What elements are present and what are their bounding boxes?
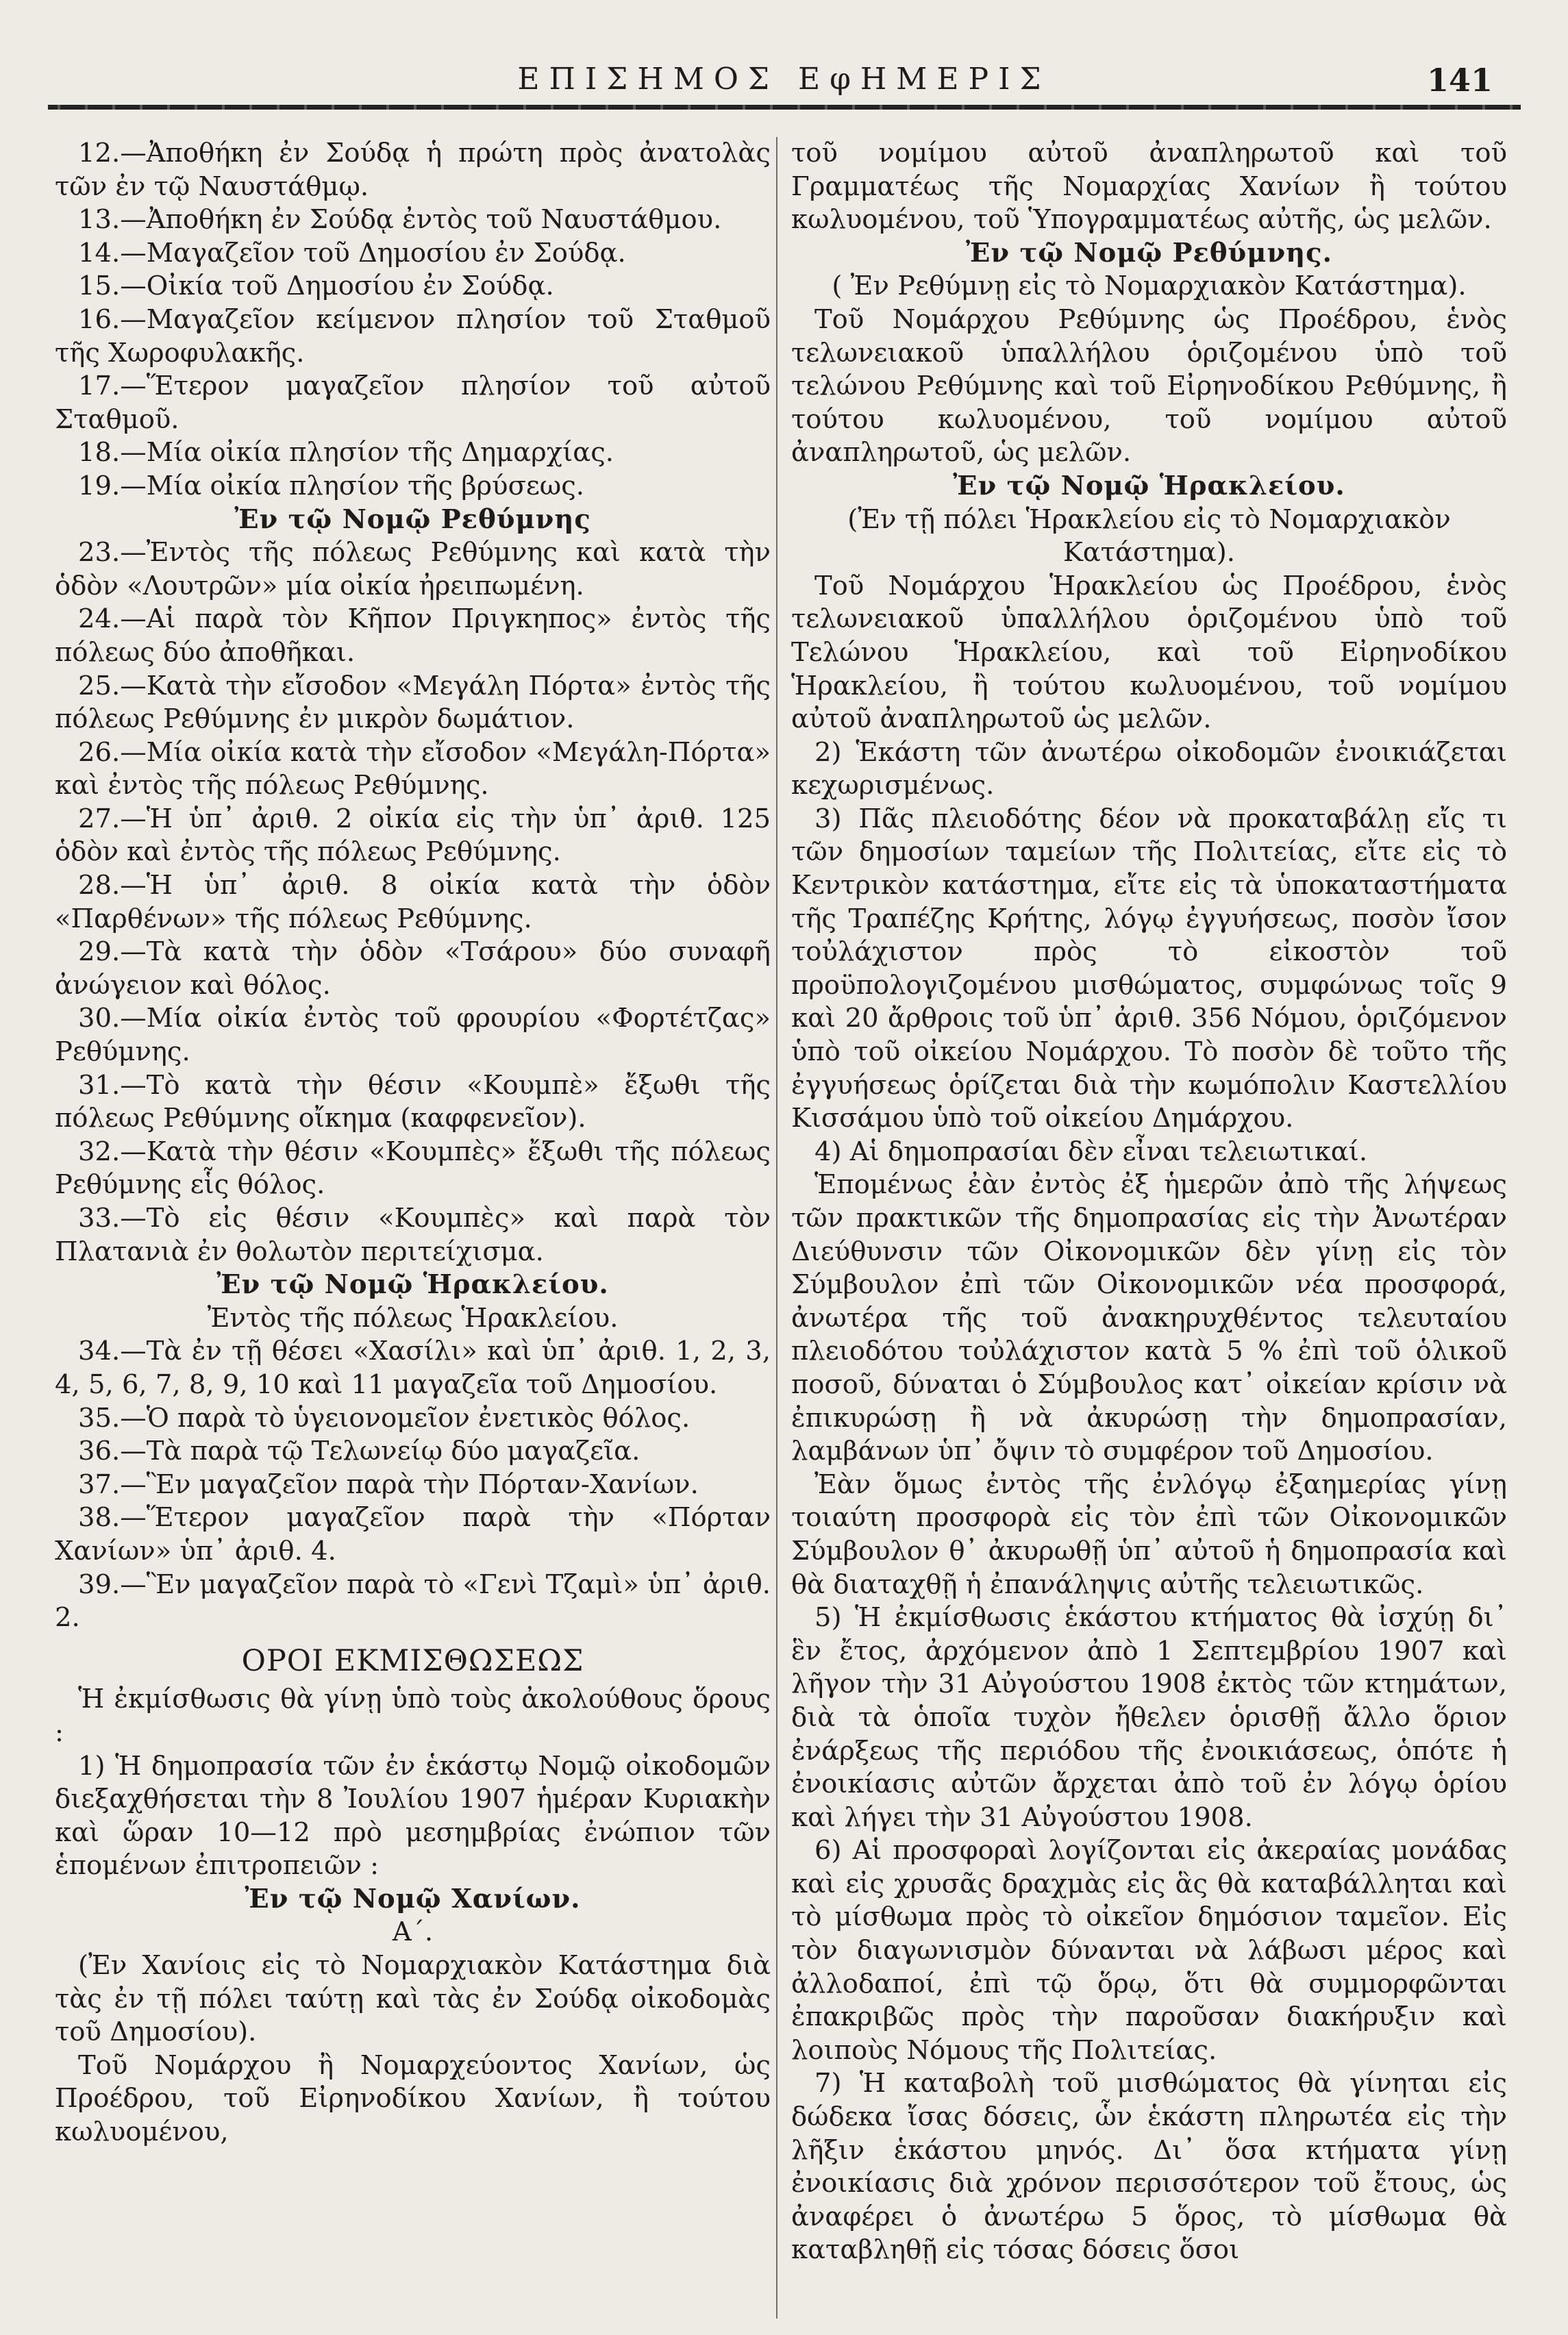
header-rule <box>48 105 1521 110</box>
paragraph: 18.—Μία οἰκία πλησίον τῆς Δημαρχίας. <box>78 437 614 469</box>
page-header <box>0 62 1568 123</box>
paragraph: 13.—Ἀποθήκη ἐν Σούδᾳ ἐντὸς τοῦ Ναυστάθμου. <box>78 204 722 236</box>
paragraph: 35.—Ὁ παρὰ τὸ ὑγειονομεῖον ἐνετικὸς θόλος. <box>78 1402 690 1434</box>
section-heading: Ἐν τῷ Νομῷ Ἡρακλείου. <box>953 470 1345 501</box>
paragraph: Ἐὰν ὅμως ἐντὸς τῆς ἐνλόγῳ ἐξαημερίας γίνῃ τοιαύτη προσφορὰ εἰς τὸν ἐπὶ τῶν Οἰκονομικῶν Σύμβουλον θ᾽ ἀκυρωθῇ ὑπ᾽ αὐτοῦ ἡ δημοπρασία καὶ θὰ διαταχθῇ ἡ ἐπανάληψις αὐτῆς τελειωτικῶς. <box>791 1469 1507 1600</box>
paragraph: (Ἐν Χανίοις εἰς τὸ Νομαρχιακὸν Κατάστημα διὰ τὰς ἐν τῇ πόλει ταύτῃ καὶ τὰς ἐν Σούδᾳ οἰκοδομὰς τοῦ Δημοσίου). <box>55 1950 771 2048</box>
paragraph: 19.—Μία οἰκία πλησίον τῆς βρύσεως. <box>78 470 585 501</box>
paragraph: 15.—Οἰκία τοῦ Δημοσίου ἐν Σούδᾳ. <box>78 271 554 302</box>
paragraph: 27.—Ἡ ὑπ᾽ ἀριθ. 2 οἰκία εἰς τὴν ὑπ᾽ ἀριθ. 125 ὁδὸν καὶ ἐντὸς τῆς πόλεως Ρεθύμνης. <box>55 803 771 868</box>
paragraph: 7) Ἡ καταβολὴ τοῦ μισθώματος θὰ γίνηται εἰς δώδεκα ἴσας δόσεις, ὧν ἑκάστη πληρωτέα εἰς τὴν λῆξιν ἑκάστου μηνός. Δι᾽ ὅσα κτήματα γίνῃ ἐνοικίασις διὰ χρόνον περισσότερον τοῦ ἔτους, ὡς ἀναφέρει ὁ ἀνωτέρω 5 ὅρος, τὸ μίσθωμα θὰ καταβληθῇ εἰς τόσας δόσεις ὅσοι <box>791 2068 1507 2266</box>
paragraph: 4) Αἱ δημοπρασίαι δὲν εἶναι τελειωτικαί. <box>814 1136 1368 1167</box>
paragraph: 39.—Ἓν μαγαζεῖον παρὰ τὸ «Γενὶ Τζαμὶ» ὑπ᾽ ἀριθ. 2. <box>55 1569 771 1634</box>
left-column <box>55 137 771 2319</box>
paragraph: 6) Αἱ προσφοραὶ λογίζονται εἰς ἀκεραίας μονάδας καὶ εἰς χρυσᾶς δραχμὰς εἰς ἃς θὰ καταβάλληται καὶ τὸ μίσθωμα πρὸς τὸ οἰκεῖον δημόσιον ταμεῖον. Εἰς τὸν διαγωνισμὸν δύνανται νὰ λάβωσι μέρος καὶ ἀλλοδαποί, ἐπὶ τῷ ὅρῳ, ὅτι θὰ συμμορφῶνται ἐπακριβῶς πρὸς τὴν παροῦσαν διακήρυξιν καὶ λοιποὺς Νόμους τῆς Πολιτείας. <box>791 1835 1507 2066</box>
paragraph: 37.—Ἓν μαγαζεῖον παρὰ τὴν Πόρταν-Χανίων. <box>78 1469 699 1500</box>
paragraph: 25.—Κατὰ τὴν εἴσοδον «Μεγάλη Πόρτα» ἐντὸς τῆς πόλεως Ρεθύμνης ἐν μικρὸν δωμάτιον. <box>55 670 771 735</box>
paragraph: 29.—Τὰ κατὰ τὴν ὁδὸν «Τσάρου» δύο συναφῆ ἀνώγειον καὶ θόλος. <box>55 936 771 1001</box>
paragraph: Τοῦ Νομάρχου ἢ Νομαρχεύοντος Χανίων, ὡς Προέδρου, τοῦ Εἰρηνοδίκου Χανίων, ἢ τούτου κωλυομένου, <box>55 2049 771 2148</box>
section-heading: Ἐν τῷ Νομῷ Χανίων. <box>245 1883 581 1914</box>
paragraph: Ἑπομένως ἐὰν ἐντὸς ἐξ ἡμερῶν ἀπὸ τῆς λήψεως τῶν πρακτικῶν τῆς δημοπρασίας εἰς τὴν Ἀνωτέραν Διεύθυνσιν τῶν Οἰκονομικῶν δὲν γίνῃ εἰς τὸν Σύμβουλον ἐπὶ τῶν Οἰκονομικῶν νέα προσφορά, ἀνωτέρα τῆς τοῦ ἀνακηρυχθέντος τελευταίου πλειοδότου τοὐλάχιστον κατὰ 5 % ἐπὶ τοῦ ὁλικοῦ ποσοῦ, δύναται ὁ Σύμβουλος κατ᾽ οἰκείαν κρίσιν νὰ ἐπικυρώσῃ ἢ νὰ ἀκυρώσῃ τὴν δημοπρασίαν, λαμβάνων ὑπ᾽ ὄψιν τὸ συμφέρον τοῦ Δημοσίου. <box>791 1169 1507 1467</box>
paragraph: 1) Ἡ δημοπρασία τῶν ἐν ἑκάστῳ Νομῷ οἰκοδομῶν διεξαχθήσεται τὴν 8 Ἰουλίου 1907 ἡμέραν Κυριακὴν καὶ ὥραν 10—12 πρὸ μεσημβρίας ἐνώπιον τῶν ἑπομένων ἐπιτροπειῶν : <box>55 1750 771 1882</box>
paragraph: 30.—Μία οἰκία ἐντὸς τοῦ φρουρίου «Φορτέτζας» Ρεθύμνης. <box>55 1003 771 1068</box>
column-divider <box>776 137 777 2319</box>
section-heading: Ἐν τῷ Νομῷ Ρεθύμνης <box>234 503 591 535</box>
paragraph: 2) Ἑκάστη τῶν ἀνωτέρω οἰκοδομῶν ἐνοικιάζεται κεχωρισμένως. <box>791 736 1507 801</box>
paragraph: 12.—Ἀποθήκη ἐν Σούδᾳ ἡ πρώτη πρὸς ἀνατολὰς τῶν ἐν τῷ Ναυστάθμῳ. <box>55 138 771 202</box>
paragraph: Τοῦ Νομάρχου Ἡρακλείου ὡς Προέδρου, ἑνὸς τελωνειακοῦ ὑπαλλήλου ὁριζομένου ὑπὸ τοῦ Τελώνου Ἡρακλείου, καὶ τοῦ Εἰρηνοδίκου Ἡρακλείου, ἢ τούτου κωλυομένου, τοῦ νομίμου αὐτοῦ ἀναπληρωτοῦ ὡς μελῶν. <box>791 570 1507 735</box>
paragraph: Ἡ ἐκμίσθωσις θὰ γίνῃ ὑπὸ τοὺς ἀκολούθους ὅρους : <box>55 1684 771 1748</box>
paragraph: 28.—Ἡ ὑπ᾽ ἀριθ. 8 οἰκία κατὰ τὴν ὁδὸν «Παρθένων» τῆς πόλεως Ρεθύμνης. <box>55 870 771 934</box>
section-heading: Ἐν τῷ Νομῷ Ρεθύμνης. <box>966 237 1332 269</box>
paragraph: ( Ἐν Ρεθύμνῃ εἰς τὸ Νομαρχιακὸν Κατάστημα). <box>832 271 1467 302</box>
paragraph: 23.—Ἐντὸς τῆς πόλεως Ρεθύμνης καὶ κατὰ τὴν ὁδὸν «Λουτρῶν» μία οἰκία ἠρειπωμένη. <box>55 537 771 601</box>
section-title: ΟΡΟΙ ΕΚΜΙΣΘΩΣΕΩΣ <box>241 1643 584 1678</box>
page-number: 141 <box>1426 62 1493 99</box>
paragraph: 24.—Αἱ παρὰ τὸν Κῆπον Πριγκηπος» ἐντὸς τῆς πόλεως δύο ἀποθῆκαι. <box>55 603 771 668</box>
paragraph: 38.—Ἕτερον μαγαζεῖον παρὰ τὴν «Πόρταν Χανίων» ὑπ᾽ ἀριθ. 4. <box>55 1502 771 1566</box>
paragraph: 5) Ἡ ἐκμίσθωσις ἑκάστου κτήματος θὰ ἰσχύῃ δι᾽ ἓν ἔτος, ἀρχόμενον ἀπὸ 1 Σεπτεμβρίου 1907 καὶ λῆγον τὴν 31 Αὐγούστου 1908 ἐκτὸς τῶν κτημάτων, διὰ τὰ ὁποῖα τυχὸν ἤθελεν ὁρισθῇ ἄλλο ὅριον ἐνάρξεως τῆς περιόδου τῆς ἐνοικιάσεως, ὁπότε ἡ ἐνοικίασις αὐτῶν ἄρχεται ἀπὸ τοῦ ἐν λόγῳ ὁρίου καὶ λήγει τὴν 31 Αὐγούστου 1908. <box>791 1602 1507 1833</box>
paragraph: 26.—Μία οἰκία κατὰ τὴν εἴσοδον «Μεγάλη-Πόρτα» καὶ ἐντὸς τῆς πόλεως Ρεθύμνης. <box>55 736 771 801</box>
paragraph: (Ἐν τῇ πόλει Ἡρακλείου εἰς τὸ Νομαρχιακὸν Κατάστημα). <box>847 503 1451 569</box>
paragraph: Ἐντὸς τῆς πόλεως Ἡρακλείου. <box>207 1302 619 1334</box>
paragraph: 33.—Τὸ εἰς θέσιν «Κουμπὲς» καὶ παρὰ τὸν Πλατανιὰ ἐν θολωτὸν περιτείχισμα. <box>55 1203 771 1267</box>
section-heading: Ἐν τῷ Νομῷ Ἡρακλείου. <box>216 1269 609 1301</box>
paragraph: 17.—Ἕτερον μαγαζεῖον πλησίον τοῦ αὐτοῦ Σταθμοῦ. <box>55 371 771 435</box>
paragraph: 14.—Μαγαζεῖον τοῦ Δημοσίου ἐν Σούδᾳ. <box>78 237 626 269</box>
paragraph: 31.—Τὸ κατὰ τὴν θέσιν «Κουμπὲ» ἔξωθι τῆς πόλεως Ρεθύμνης οἴκημα (καφφενεῖον). <box>55 1069 771 1134</box>
paragraph: 34.—Τὰ ἐν τῇ θέσει «Χασίλι» καὶ ὑπ᾽ ἀριθ. 1, 2, 3, 4, 5, 6, 7, 8, 9, 10 καὶ 11 μαγαζεῖα τοῦ Δημοσίου. <box>55 1336 771 1400</box>
paragraph: Τοῦ Νομάρχου Ρεθύμνης ὡς Προέδρου, ἑνὸς τελωνειακοῦ ὑπαλλήλου ὁριζομένου ὑπὸ τοῦ τελώνου Ρεθύμνης καὶ τοῦ Εἰρηνοδίκου Ρεθύμνης, ἢ τούτου κωλυομένου, τοῦ νομίμου αὐτοῦ ἀναπληρωτοῦ, ὡς μελῶν. <box>791 303 1507 469</box>
paragraph: τοῦ νομίμου αὐτοῦ ἀναπληρωτοῦ καὶ τοῦ Γραμματέως τῆς Νομαρχίας Χανίων ἢ τούτου κωλυομένου, τοῦ Ὑπογραμματέως αὐτῆς, ὡς μελῶν. <box>791 138 1507 236</box>
paragraph: 16.—Μαγαζεῖον κείμενον πλησίον τοῦ Σταθμοῦ τῆς Χωροφυλακῆς. <box>55 303 771 369</box>
paragraph: 3) Πᾶς πλειοδότης δέον νὰ προκαταβάλῃ εἴς τι τῶν δημοσίων ταμείων τῆς Πολιτείας, εἴτε εἰς τὸ Κεντρικὸν κατάστημα, εἴτε εἰς τὰ ὑποκαταστήματα τῆς Τραπέζης Κρήτης, λόγῳ ἐγγυήσεως, ποσὸν ἴσον τοὐλάχιστον πρὸς τὸ εἰκοστὸν τοῦ προϋπολογιζομένου μισθώματος, συμφώνως τοῖς 9 καὶ 20 ἄρθροις τοῦ ὑπ᾽ ἀριθ. 356 Νόμου, ὁριζόμενον ὑπὸ τοῦ οἰκείου Νομάρχου. Τὸ ποσὸν δὲ τοῦτο τῆς ἐγγυήσεως ὁρίζεται διὰ τὴν κωμόπολιν Καστελλίου Κισσάμου ὑπὸ τοῦ οἰκείου Δημάρχου. <box>791 803 1507 1134</box>
paragraph: Α΄. <box>392 1916 434 1948</box>
paragraph: 36.—Τὰ παρὰ τῷ Τελωνείῳ δύο μαγαζεῖα. <box>78 1436 640 1467</box>
right-column <box>791 137 1507 2319</box>
paragraph: 32.—Κατὰ τὴν θέσιν «Κουμπὲς» ἔξωθι τῆς πόλεως Ρεθύμνης εἷς θόλος. <box>55 1136 771 1201</box>
running-title: ΕΠΙΣΗΜΟΣ ΕφΗΜΕΡΙΣ <box>517 62 1051 97</box>
